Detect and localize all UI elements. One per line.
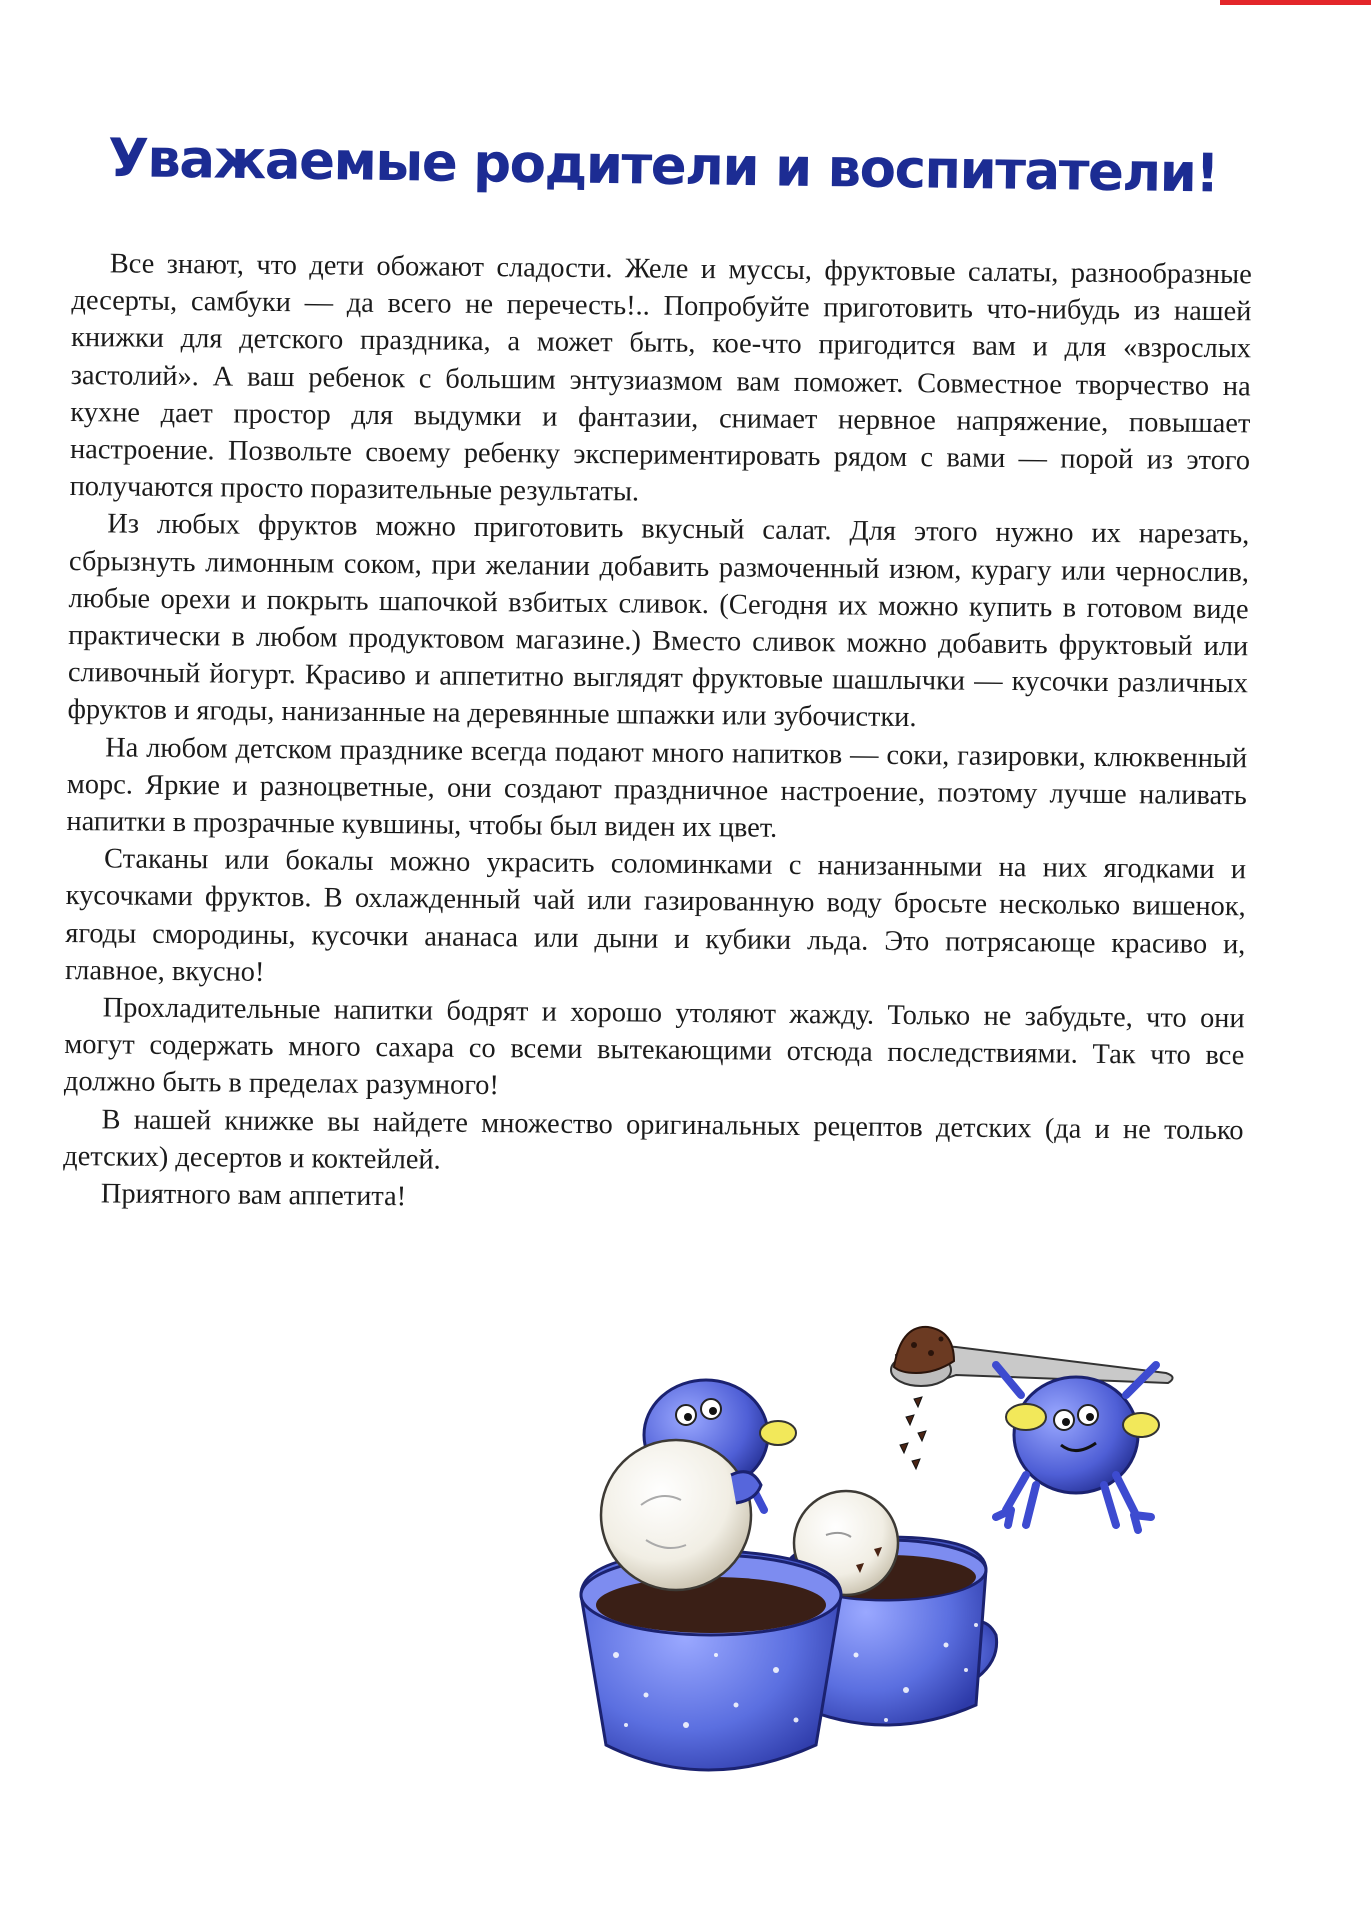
- paragraph: Все знают, что дети обожают сладости. Желе и муссы, фруктовые салаты, разнообразные десерты, самбуки — да всего не перечесть!.. Попробуйте приготовить что-нибудь из нашей книжки для детского праздника, а может быть, кое-что пригодится вам и для «взрослых застолий». А ваш ребенок с большим энтузиазмом вам поможет. Совместное творчество на кухне дает простор для выдумки и фантазии, снимает нервное напряжение, повышает настроение. Позвольте своему ребенку экспериментировать рядом с вами — порой из этого получаются просто поразительные результаты.: [69, 248, 1252, 508]
- paragraph: Прохладительные напитки бодрят и хорошо утоляют жажду. Только не забудьте, что они могут содержать много сахара со всеми вытекающими отсюда последствиями. Так что все должно быть в пределах разумного!: [63, 992, 1245, 1102]
- paragraph: Из любых фруктов можно приготовить вкусный салат. Для этого нужно их нарезать, сбрызнуть лимонным соком, при желании добавить размоченный изюм, курагу или чернослив, любые орехи и покрыть шапочкой взбитых сливок. (Сегодня их можно купить в готовом виде практически в любом продуктовом магазине.) Вместо сливок можно добавить фруктовый или сливочный йогурт. Красиво и аппетитно выглядят фруктовые шашлычки — кусочки различных фруктов и ягоды, нанизанные на деревянные шпажки или зубочистки.: [67, 508, 1250, 734]
- spoon: [891, 1327, 1173, 1386]
- page-title: Уважаемые родители и воспитатели!: [107, 128, 1219, 205]
- page-corner-accent: [1220, 0, 1371, 5]
- cups-with-ice-cream-and-blue-creatures-icon: [556, 1325, 1196, 1790]
- paragraph: Приятного вам аппетита!: [100, 1178, 407, 1213]
- paragraph: В нашей книжке вы найдете множество оригинальных рецептов детских (да и не только детских) десертов и коктейлей.: [63, 1103, 1244, 1176]
- cocoa-crumbs: [900, 1397, 926, 1469]
- paragraph: Стаканы или бокалы можно украсить соломинками с нанизанными на них ягодками и кусочками фруктов. В охлажденный чай или газированную воду бросьте несколько вишенок, ягоды смородины, кусочки ананаса или дыни и кубики льда. Это потрясающе красиво и, главное, вкусно!: [64, 843, 1247, 988]
- blue-creature-right: [996, 1365, 1159, 1530]
- cup-left: [581, 1440, 841, 1770]
- paragraph: На любом детском празднике всегда подают много напитков — соки, газировки, клюквенный морс. Яркие и разноцветные, они создают праздничное настроение, поэтому лучше наливать напитки в прозрачные кувшины, чтобы был виден их цвет.: [66, 731, 1248, 844]
- body-text: [63, 245, 1252, 1224]
